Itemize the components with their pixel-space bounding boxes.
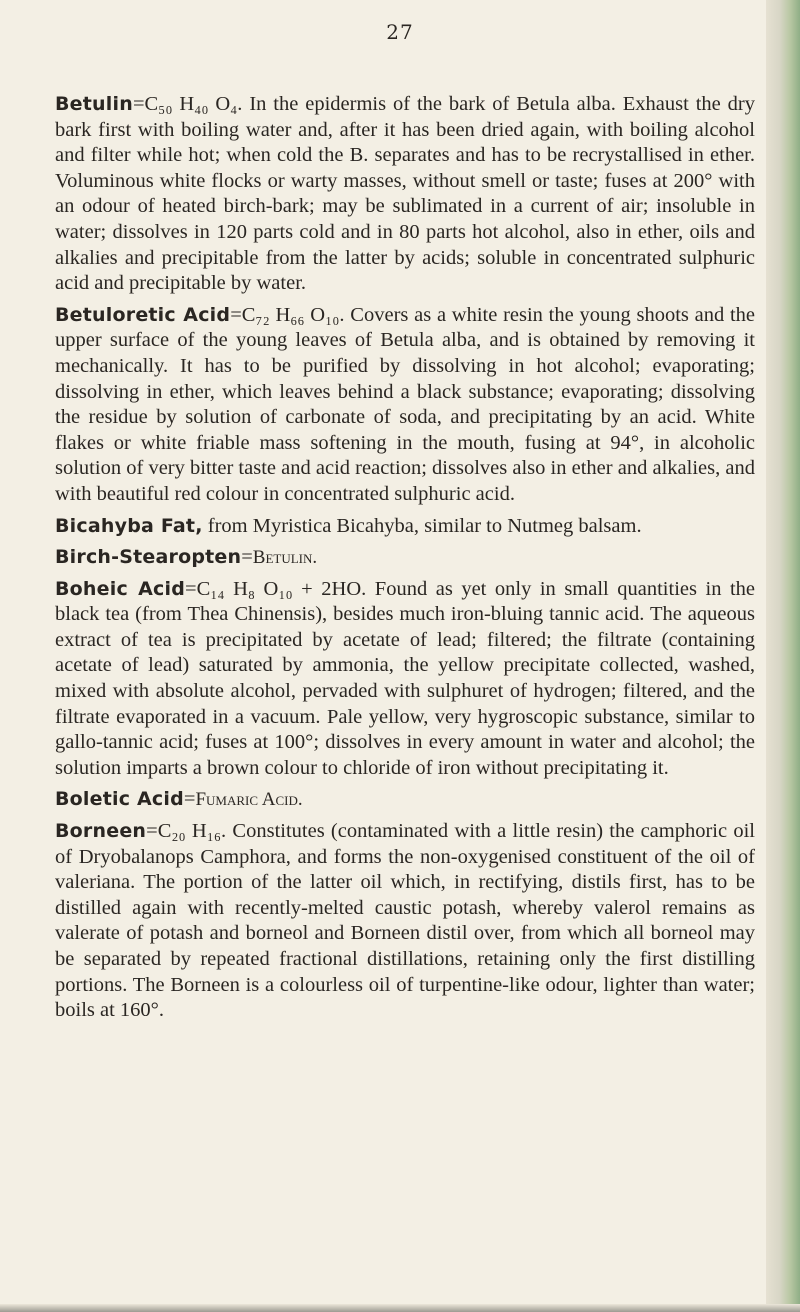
dictionary-body [55, 92, 755, 1030]
entry-betulin [55, 92, 755, 297]
headword: Bicahyba Fat, [55, 514, 203, 537]
headword: Betuloretic Acid [55, 303, 231, 326]
headword: Betulin [55, 93, 133, 115]
chemical-formula: =C₁₄ H₈ O₁₀ + 2HO. [185, 577, 367, 600]
headword: Boheic Acid [55, 577, 186, 600]
entry-betuloretic-acid [55, 303, 755, 508]
chemical-formula: =C₇₂ H₆₆ O₁₀. [230, 303, 345, 326]
page-bottom-edge [0, 1304, 800, 1312]
entry-text: from Myristica Bicahyba, similar to Nutmeg balsam. [202, 514, 642, 537]
entry-boletic-acid [55, 787, 755, 813]
chemical-formula: =C₂₀ H₁₆. [146, 820, 227, 843]
headword: Boletic Acid [55, 788, 184, 811]
entry-borneen [55, 819, 755, 1024]
cross-reference: Fumaric Acid. [195, 789, 303, 811]
chemical-formula: =C₅₀ H₄₀ O₄. [132, 93, 243, 115]
equals-sign: = [183, 788, 196, 811]
page-number: 27 [386, 20, 414, 44]
headword: Birch-Stearopten [55, 546, 242, 569]
cross-reference: Betulin. [252, 547, 318, 569]
equals-sign: = [241, 546, 253, 569]
entry-text: Covers as a white resin the young shoots and the upper surface of the young leaves of Betula alba, and is obtained by removing it mechanically. It has to be purified by dissolving in hot alcohol; evaporating; dissolving in ether, which leaves behind a black substance; evaporating; dissolving the residue by solution of carbonate of soda, and precipitating by an acid. White flakes or white friable mass softening in the mouth, fusing at 94°, in alcoholic solution of very bitter taste and acid reaction; dissolves also in ether and alkalies, and with beautiful red colour in concentrated sulphuric acid. [55, 303, 756, 505]
entry-text: Found as yet only in small quantities in the black tea (from Thea Chinensis), besides much iron-bluing tannic acid. The aqueous extract of tea is precipitated by acetate of lead; filtered; the filtrate (containing acetate of lead) saturated by ammonia, the yellow precipitate collected, washed, mixed with absolute alcohol, pervaded with sulphuret of hydrogen; filtered, and the filtrate evaporated in a vacuum. Pale yellow, very hygroscopic substance, similar to gallo-tannic acid; fuses at 100°; dissolves in every amount in water and alcohol; the solution imparts a brown colour to chloride of iron without precipitating it. [55, 577, 756, 779]
entry-birch-stearopten [55, 545, 755, 571]
entry-text: Constitutes (contaminated with a little resin) the camphoric oil of Dryobalanops Camphora, and forms the non-oxygenised constituent of the oil of valeriana. The portion of the latter oil which, in rectifying, distils first, has to be distilled again with recently-melted caustic potash, whereby valerol remains as valerate of potash and borneol and Borneen distil over, from which all borneol may be separated by repeated fractional distillations, retaining only the first distilling portions. The Borneen is a colourless oil of turpentine-like odour, lighter than water; boils at 160°. [55, 820, 755, 1022]
entry-bicahyba-fat [55, 514, 755, 540]
entry-text: In the epidermis of the bark of Betula alba. Exhaust the dry bark first with boiling water and, after it has been dried again, with boiling alcohol and filter while hot; when cold the B. separates and has to be recrystallised in ether. Voluminous white flocks or warty masses, without smell or taste; fuses at 200° with an odour of heated birch-bark; may be sublimated in a current of air; insoluble in water; dissolves in 120 parts cold and in 80 parts hot alcohol, also in ether, oils and alkalies and precipitable from the latter by acids; soluble in concentrated sulphuric acid and precipitable by water. [55, 93, 755, 295]
entry-boheic-acid [55, 577, 755, 782]
page-edge-shadow [766, 0, 800, 1312]
headword: Borneen [55, 820, 147, 843]
